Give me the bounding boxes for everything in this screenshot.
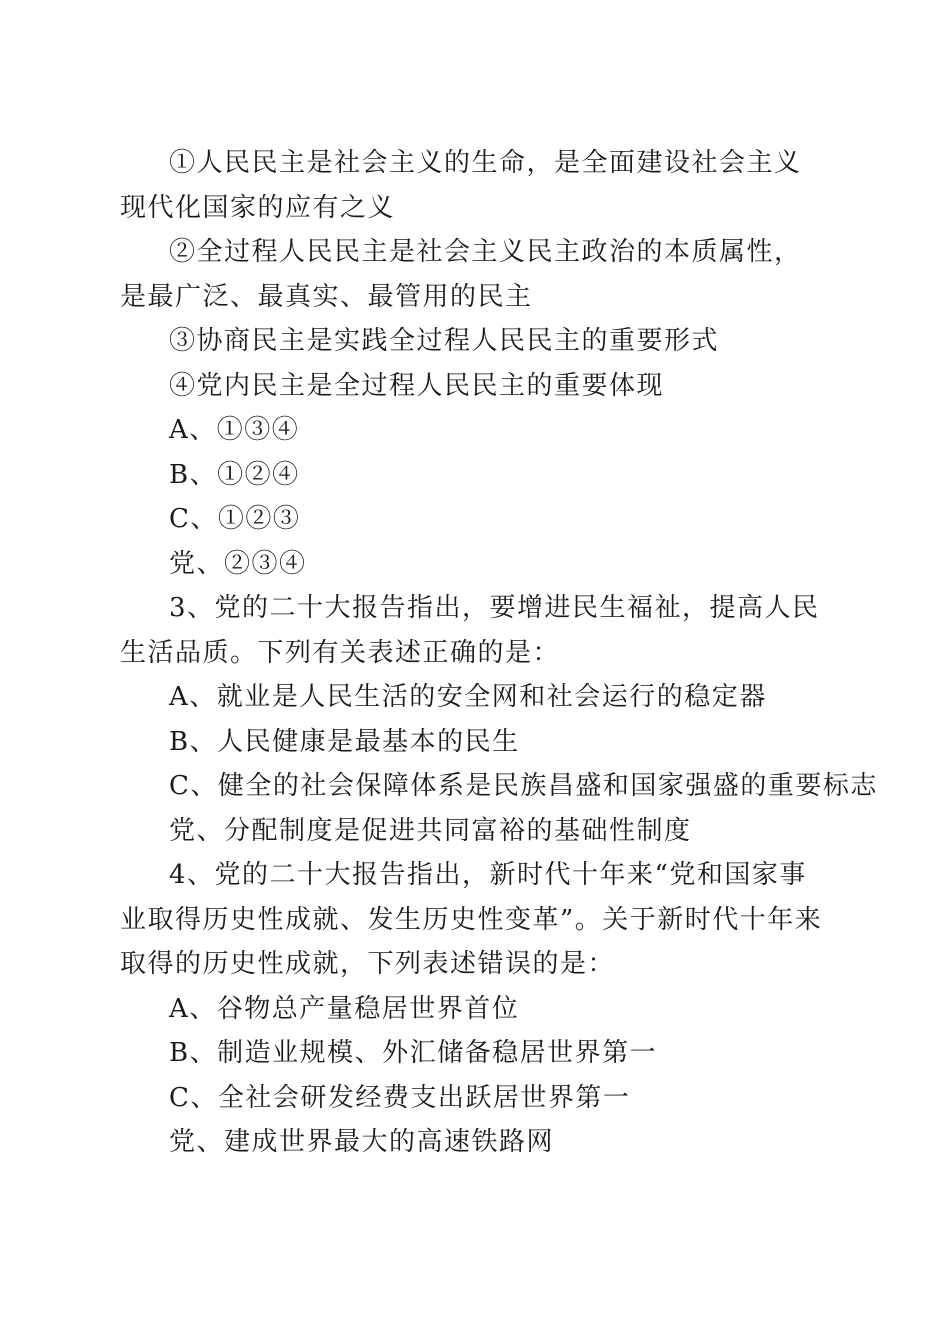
document-body xyxy=(120,141,878,1165)
q2-statement-4: ④党内民主是全过程人民民主的重要体现 xyxy=(169,370,665,401)
q2-statement-3: ③协商民主是实践全过程人民民主的重要形式 xyxy=(169,326,720,356)
q2-option-d: 党、②③④ xyxy=(169,548,307,579)
q2-option-a: A、①③④ xyxy=(169,415,300,445)
q3-option-d: 党、分配制度是促进共同富裕的基础性制度 xyxy=(169,815,692,846)
q3-option-a: A、就业是人民生活的安全网和社会运行的稳定器 xyxy=(169,682,767,712)
q3-option-b: B、人民健康是最基本的民生 xyxy=(169,726,520,757)
q2-statement-1: ①人民民主是社会主义的生命，是全面建设社会主义现代化国家的应有之义 xyxy=(120,148,802,223)
q4-option-a: A、谷物总产量稳居世界首位 xyxy=(169,993,520,1024)
q3-stem: 3、党的二十大报告指出，要增进民生福祉，提高人民生活品质。下列有关表述正确的是： xyxy=(120,593,820,668)
q2-option-b: B、①②④ xyxy=(169,459,300,490)
q2-statement-2: ②全过程人民民主是社会主义民主政治的本质属性，是最广泛、最真实、最管用的民主 xyxy=(120,237,802,312)
q4-option-b: B、制造业规模、外汇储备稳居世界第一 xyxy=(169,1038,658,1068)
q4-option-d: 党、建成世界最大的高速铁路网 xyxy=(169,1127,555,1157)
q4-option-c: C、全社会研发经费支出跃居世界第一 xyxy=(169,1082,631,1113)
q3-option-c: C、健全的社会保障体系是民族昌盛和国家强盛的重要标志 xyxy=(169,771,878,801)
q4-stem: 4、党的二十大报告指出，新时代十年来“党和国家事业取得历史性成就、发生历史性变革”。关于新时代十年来取得的历史性成就，下列表述错误的是： xyxy=(120,860,823,979)
q2-option-c: C、①②③ xyxy=(169,504,301,534)
